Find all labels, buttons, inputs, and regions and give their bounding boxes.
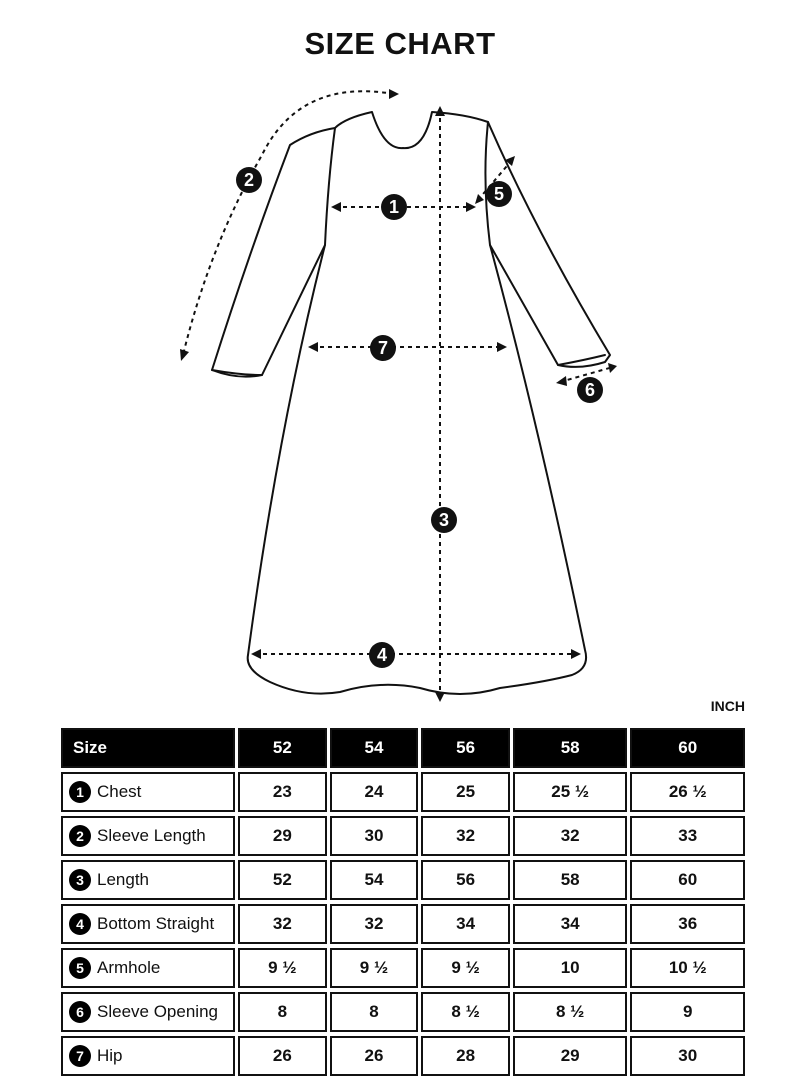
table-cell: 26 [238,1036,327,1076]
marker-7 [370,335,396,361]
svg-text:4: 4 [376,645,388,665]
table-cell: 32 [238,904,327,944]
table-row [61,816,745,856]
marker-6 [577,377,603,403]
header-size: 52 [238,728,327,768]
dress-diagram [0,70,800,710]
table-cell: 9 ½ [238,948,327,988]
unit-label: INCH [710,698,745,714]
number-badge: 5 [69,957,91,979]
table-row [61,992,745,1032]
row-label [61,992,235,1032]
table-cell: 9 ½ [330,948,419,988]
table-cell: 8 [330,992,419,1032]
header-size: 56 [421,728,510,768]
table-header-row [61,728,745,768]
row-label-text: Length [97,870,149,889]
row-label-text: Armhole [97,958,161,977]
table-cell: 28 [421,1036,510,1076]
table-cell: 32 [421,816,510,856]
marker-4 [369,642,395,668]
marker-5 [486,181,512,207]
dress-outline [212,112,610,694]
table-cell: 8 [238,992,327,1032]
table-cell: 8 ½ [421,992,510,1032]
table-cell: 34 [421,904,510,944]
row-label-text: Chest [97,782,142,801]
row-label-text: Bottom Straight [97,914,215,933]
number-badge: 7 [69,1045,91,1067]
table-cell: 54 [330,860,419,900]
table-cell: 32 [513,816,628,856]
table-row [61,904,745,944]
marker-2 [236,167,262,193]
row-label [61,1036,235,1076]
table-cell: 56 [421,860,510,900]
svg-text:7: 7 [377,338,389,358]
table-cell: 32 [330,904,419,944]
header-size: 54 [330,728,419,768]
table-row [61,948,745,988]
table-cell: 30 [330,816,419,856]
header-size: 60 [630,728,745,768]
table-cell: 26 [330,1036,419,1076]
svg-text:2: 2 [243,170,255,190]
table-cell: 24 [330,772,419,812]
table-cell: 29 [238,816,327,856]
number-badge: 2 [69,825,91,847]
table-cell: 23 [238,772,327,812]
table-cell: 25 [421,772,510,812]
row-label [61,772,235,812]
row-label-text: Hip [97,1046,123,1065]
table-cell: 10 [513,948,628,988]
row-label-text: Sleeve Opening [97,1002,218,1021]
row-label [61,904,235,944]
header-size: 58 [513,728,628,768]
number-badge: 1 [69,781,91,803]
table-row [61,860,745,900]
table-cell: 9 [630,992,745,1032]
table-cell: 30 [630,1036,745,1076]
table-row [61,772,745,812]
table-cell: 36 [630,904,745,944]
table-cell: 8 ½ [513,992,628,1032]
marker-3 [431,507,457,533]
table-cell: 58 [513,860,628,900]
table-cell: 10 ½ [630,948,745,988]
page-title: SIZE CHART [304,26,496,61]
table-cell: 34 [513,904,628,944]
svg-text:5: 5 [493,184,505,204]
svg-text:3: 3 [438,510,450,530]
size-table [58,724,748,1080]
row-label [61,860,235,900]
table-cell: 52 [238,860,327,900]
marker-1 [381,194,407,220]
row-label [61,816,235,856]
number-badge: 4 [69,913,91,935]
row-label [61,948,235,988]
table-cell: 25 ½ [513,772,628,812]
svg-text:6: 6 [584,380,596,400]
measure-sleeve-length [183,91,394,355]
table-cell: 9 ½ [421,948,510,988]
svg-text:1: 1 [388,197,400,217]
table-cell: 60 [630,860,745,900]
number-badge: 6 [69,1001,91,1023]
row-label-text: Sleeve Length [97,826,206,845]
header-size-label: Size [61,728,235,768]
table-row [61,1036,745,1076]
table-cell: 29 [513,1036,628,1076]
table-cell: 33 [630,816,745,856]
number-badge: 3 [69,869,91,891]
table-cell: 26 ½ [630,772,745,812]
